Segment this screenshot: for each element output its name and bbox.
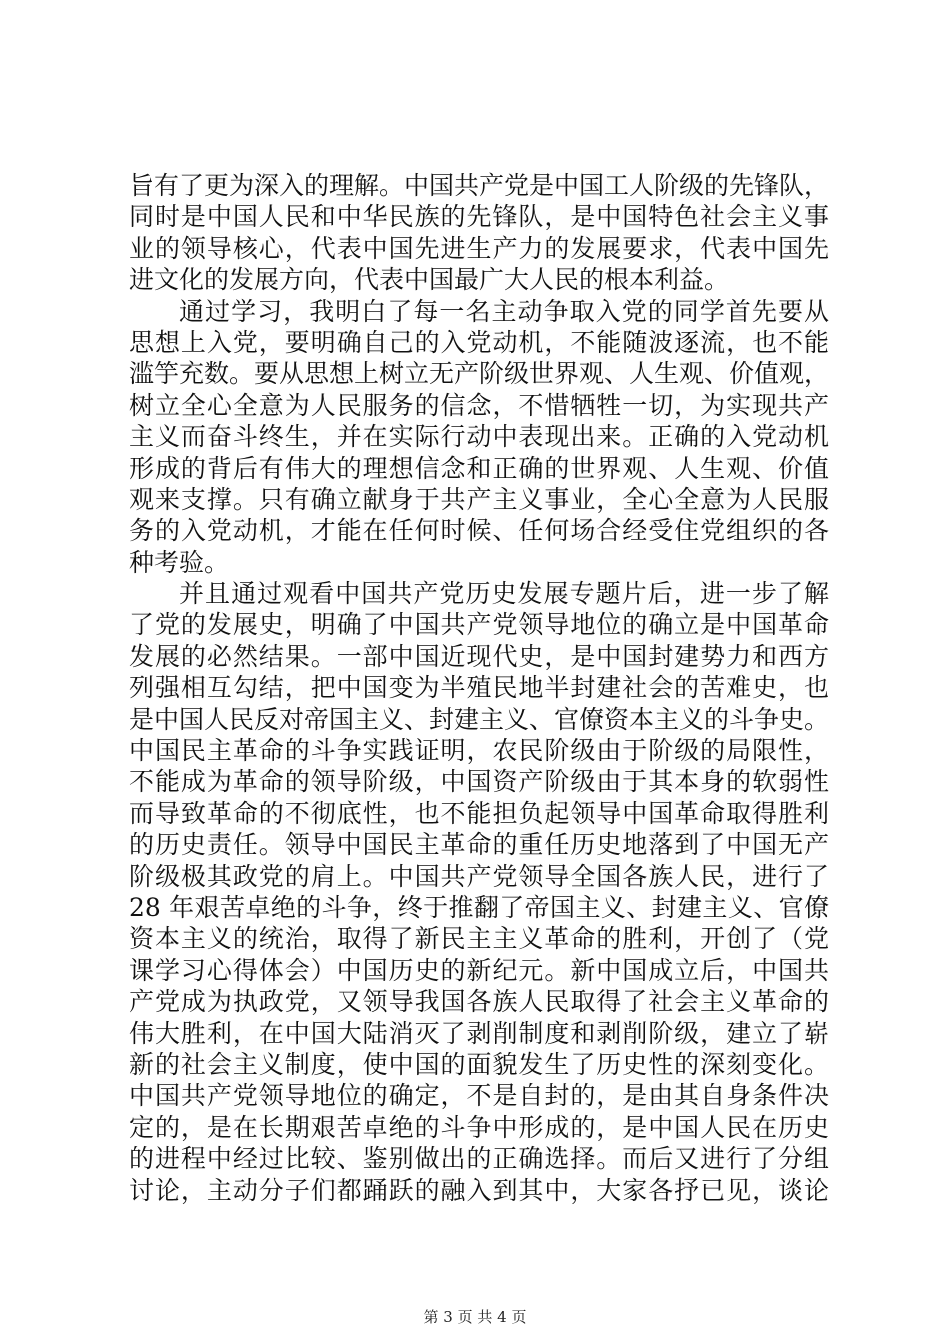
text-line: 树立全心全意为人民服务的信念，不惜牺牲一切，为实现共产 (129, 390, 829, 420)
text-line: 中国共产党领导地位的确定，不是自封的，是由其自身条件决 (129, 1081, 829, 1111)
text-line: 通过学习，我明白了每一名主动争取入党的同学首先要从 (179, 296, 829, 326)
page-number-footer: 第 3 页 共 4 页 (423, 1308, 527, 1326)
text-line: 产党成为执政党，又领导我国各族人民取得了社会主义革命的 (129, 987, 829, 1017)
text-line: 28 年艰苦卓绝的斗争，终于推翻了帝国主义、封建主义、官僚 (129, 892, 829, 922)
text-line: 形成的背后有伟大的理想信念和正确的世界观、人生观、价值 (129, 453, 829, 483)
text-line: 不能成为革命的领导阶级，中国资产阶级由于其本身的软弱性 (129, 767, 829, 797)
text-line: 主义而奋斗终生，并在实际行动中表现出来。正确的入党动机 (129, 422, 829, 452)
text-line: 而导致革命的不彻底性，也不能担负起领导中国革命取得胜利 (129, 798, 829, 828)
text-line: 种考验。 (129, 547, 230, 577)
text-line: 阶级极其政党的肩上。中国共产党领导全国各族人民，进行了 (129, 861, 829, 891)
paragraph-3 (129, 578, 829, 1206)
text-line: 观来支撑。只有确立献身于共产主义事业，全心全意为人民服 (129, 484, 829, 514)
document-body (129, 170, 829, 1206)
paragraph-1 (129, 170, 829, 296)
text-line: 进文化的发展方向，代表中国最广大人民的根本利益。 (129, 265, 730, 295)
text-line: 新的社会主义制度，使中国的面貌发生了历史性的深刻变化。 (129, 1049, 829, 1079)
text-line: 资本主义的统治，取得了新民主主义革命的胜利，开创了（党 (129, 924, 829, 954)
text-line: 伟大胜利，在中国大陆消灭了剥削制度和剥削阶级，建立了崭 (129, 1018, 829, 1048)
text-line: 了党的发展史，明确了中国共产党领导地位的确立是中国革命 (129, 610, 829, 640)
text-line: 务的入党动机，才能在任何时候、任何场合经受住党组织的各 (129, 516, 829, 546)
text-line: 的历史责任。领导中国民主革命的重任历史地落到了中国无产 (129, 830, 829, 860)
text-line: 是中国人民反对帝国主义、封建主义、官僚资本主义的斗争史。 (129, 704, 830, 734)
text-line: 滥竽充数。要从思想上树立无产阶级世界观、人生观、价值观， (129, 359, 830, 389)
text-line: 课学习心得体会）中国历史的新纪元。新中国成立后，中国共 (129, 955, 829, 985)
text-line: 思想上入党，要明确自己的入党动机，不能随波逐流，也不能 (129, 327, 829, 357)
text-line: 并且通过观看中国共产党历史发展专题片后，进一步了解 (179, 579, 829, 609)
text-line: 的进程中经过比较、鉴别做出的正确选择。而后又进行了分组 (129, 1144, 829, 1174)
text-line: 定的，是在长期艰苦卓绝的斗争中形成的，是中国人民在历史 (129, 1112, 829, 1142)
text-line: 发展的必然结果。一部中国近现代史，是中国封建势力和西方 (129, 641, 829, 671)
text-line: 讨论，主动分子们都踊跃的融入到其中，大家各抒已见，谈论 (129, 1175, 829, 1205)
text-line: 旨有了更为深入的理解。中国共产党是中国工人阶级的先锋队， (129, 171, 830, 200)
text-line: 列强相互勾结，把中国变为半殖民地半封建社会的苦难史，也 (129, 673, 829, 703)
text-line: 中国民主革命的斗争实践证明，农民阶级由于阶级的局限性， (129, 736, 829, 766)
text-line: 业的领导核心，代表中国先进生产力的发展要求，代表中国先 (129, 233, 829, 263)
paragraph-2 (129, 296, 829, 579)
text-line: 同时是中国人民和中华民族的先锋队，是中国特色社会主义事 (129, 202, 829, 232)
